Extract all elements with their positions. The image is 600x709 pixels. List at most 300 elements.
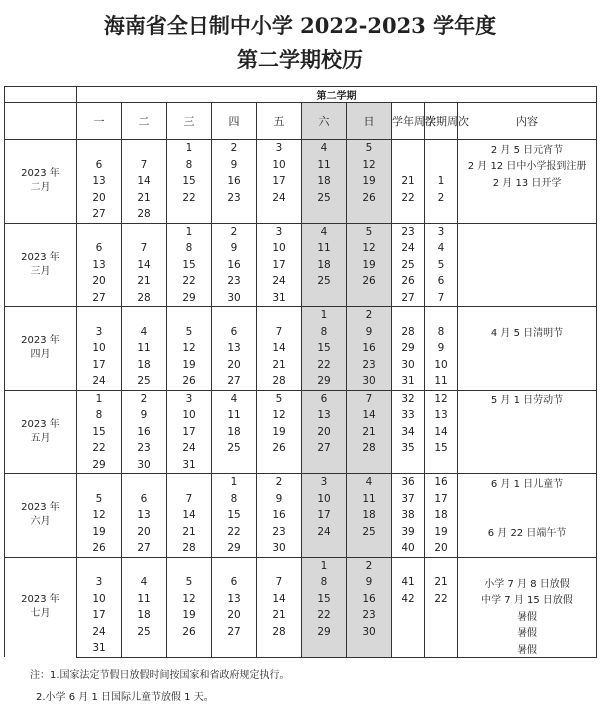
day-cell: 12 [257, 407, 302, 424]
day-cell [122, 474, 167, 491]
day-cell: 2 [212, 223, 257, 240]
day-cell: 9 [212, 157, 257, 174]
day-cell: 8 [302, 324, 347, 341]
content-cell [458, 240, 597, 257]
content-cell [458, 424, 597, 441]
weekday-header: 三 [167, 103, 212, 140]
day-cell: 24 [302, 524, 347, 541]
day-cell: 22 [167, 190, 212, 207]
content-cell: 暑假 [458, 624, 597, 641]
month-label [5, 307, 77, 391]
day-cell: 14 [122, 173, 167, 190]
day-cell: 10 [167, 407, 212, 424]
week-row [5, 140, 597, 157]
term-week-cell [425, 457, 458, 474]
day-cell: 4 [122, 324, 167, 341]
school-week-cell: 29 [392, 340, 425, 357]
term-week-cell: 10 [425, 357, 458, 374]
notes [30, 665, 290, 709]
day-cell: 5 [167, 324, 212, 341]
term-week-cell: 11 [425, 373, 458, 390]
week-row [5, 457, 597, 474]
day-cell [212, 307, 257, 324]
month-name: 五月 [30, 432, 51, 444]
day-cell: 23 [347, 607, 392, 624]
page-subtitle: 第二学期校历 [237, 47, 363, 72]
content-cell [458, 257, 597, 274]
day-cell: 21 [122, 190, 167, 207]
day-cell: 17 [167, 424, 212, 441]
week-row [5, 173, 597, 190]
term-week-header: 学期周次 [425, 103, 458, 140]
day-cell: 3 [77, 324, 122, 341]
day-cell: 26 [77, 540, 122, 557]
day-cell [302, 457, 347, 474]
day-cell: 26 [257, 440, 302, 457]
day-cell: 4 [212, 390, 257, 407]
day-cell: 1 [302, 307, 347, 324]
day-cell: 22 [302, 357, 347, 374]
day-cell: 21 [167, 524, 212, 541]
day-cell: 7 [257, 324, 302, 341]
week-row [5, 157, 597, 174]
weekday-header: 六 [302, 103, 347, 140]
term-week-cell: 8 [425, 324, 458, 341]
day-cell: 29 [302, 624, 347, 641]
school-week-cell: 36 [392, 474, 425, 491]
day-cell: 4 [347, 474, 392, 491]
day-cell: 2 [212, 140, 257, 157]
day-cell: 15 [167, 173, 212, 190]
day-cell: 24 [257, 190, 302, 207]
week-row [5, 257, 597, 274]
day-cell: 10 [257, 157, 302, 174]
day-cell: 31 [257, 290, 302, 307]
month-year: 2023 年 [21, 251, 60, 263]
day-cell: 7 [122, 157, 167, 174]
day-cell: 29 [302, 373, 347, 390]
day-cell: 5 [347, 223, 392, 240]
day-cell: 27 [122, 540, 167, 557]
school-week-cell: 31 [392, 373, 425, 390]
day-cell: 27 [212, 373, 257, 390]
day-cell: 1 [167, 140, 212, 157]
content-cell: 暑假 [458, 640, 597, 657]
day-cell [347, 640, 392, 657]
day-cell: 30 [257, 540, 302, 557]
day-cell: 5 [257, 390, 302, 407]
content-cell [458, 290, 597, 307]
week-row [5, 324, 597, 341]
month-label [5, 223, 77, 307]
day-cell: 4 [122, 574, 167, 591]
day-cell: 20 [77, 190, 122, 207]
day-cell: 16 [212, 173, 257, 190]
week-row [5, 206, 597, 223]
school-week-cell [392, 624, 425, 641]
week-row [5, 390, 597, 407]
term-week-cell: 7 [425, 290, 458, 307]
school-week-cell: 30 [392, 357, 425, 374]
day-cell: 11 [302, 157, 347, 174]
day-cell [302, 640, 347, 657]
term-week-cell: 2 [425, 190, 458, 207]
day-cell: 25 [122, 373, 167, 390]
day-cell: 26 [347, 190, 392, 207]
weekday-header: 五 [257, 103, 302, 140]
day-cell [347, 290, 392, 307]
day-cell: 28 [167, 540, 212, 557]
term-week-cell [425, 640, 458, 657]
school-week-cell [392, 607, 425, 624]
week-row [5, 574, 597, 591]
day-cell: 23 [212, 190, 257, 207]
school-week-cell: 41 [392, 574, 425, 591]
day-cell: 24 [167, 440, 212, 457]
week-row [5, 591, 597, 608]
week-row [5, 507, 597, 524]
day-cell: 9 [212, 240, 257, 257]
day-cell: 6 [302, 390, 347, 407]
day-cell: 31 [77, 640, 122, 657]
day-cell: 14 [347, 407, 392, 424]
day-cell: 11 [302, 240, 347, 257]
day-cell: 15 [77, 424, 122, 441]
content-cell: 2 月 12 日中小学报到注册 [458, 157, 597, 174]
day-cell: 12 [167, 591, 212, 608]
day-cell [77, 474, 122, 491]
day-cell: 13 [302, 407, 347, 424]
month-year: 2023 年 [21, 335, 60, 347]
page-title: 海南省全日制中小学 2022-2023 学年度 [103, 13, 497, 38]
day-cell [122, 640, 167, 657]
day-cell: 15 [302, 340, 347, 357]
day-cell: 1 [302, 557, 347, 574]
day-cell: 8 [167, 240, 212, 257]
day-cell: 10 [257, 240, 302, 257]
week-row [5, 640, 597, 657]
day-cell: 13 [212, 591, 257, 608]
day-cell: 18 [347, 507, 392, 524]
term-week-cell: 22 [425, 591, 458, 608]
day-cell [77, 557, 122, 574]
day-cell: 28 [122, 206, 167, 223]
month-label [5, 390, 77, 474]
day-cell: 5 [167, 574, 212, 591]
school-week-cell: 26 [392, 273, 425, 290]
day-cell [167, 557, 212, 574]
day-cell: 3 [167, 390, 212, 407]
day-cell [347, 540, 392, 557]
day-cell: 2 [257, 474, 302, 491]
day-cell: 12 [77, 507, 122, 524]
week-row [5, 440, 597, 457]
corner-cell [5, 103, 77, 140]
school-week-cell: 37 [392, 491, 425, 508]
day-cell: 12 [347, 157, 392, 174]
term-week-cell: 16 [425, 474, 458, 491]
day-cell: 19 [167, 607, 212, 624]
day-cell: 24 [77, 624, 122, 641]
school-week-header: 学年周次 [392, 103, 425, 140]
school-week-cell [392, 457, 425, 474]
month-label [5, 140, 77, 224]
corner-cell [5, 87, 77, 103]
month-label [5, 557, 77, 657]
day-cell: 22 [77, 440, 122, 457]
day-cell [257, 206, 302, 223]
day-cell: 13 [77, 173, 122, 190]
day-cell: 16 [212, 257, 257, 274]
term-week-cell [425, 206, 458, 223]
weekday-header: 二 [122, 103, 167, 140]
day-cell: 9 [122, 407, 167, 424]
content-cell [458, 491, 597, 508]
week-row [5, 424, 597, 441]
day-cell: 10 [77, 340, 122, 357]
day-cell: 2 [122, 390, 167, 407]
term-week-cell: 6 [425, 273, 458, 290]
week-row [5, 491, 597, 508]
day-cell [167, 640, 212, 657]
day-cell [212, 557, 257, 574]
content-cell [458, 273, 597, 290]
day-cell: 21 [257, 357, 302, 374]
school-week-cell: 42 [392, 591, 425, 608]
week-row [5, 524, 597, 541]
day-cell: 23 [257, 524, 302, 541]
content-cell [458, 357, 597, 374]
day-cell: 16 [122, 424, 167, 441]
semester-header: 第二学期 [77, 87, 597, 103]
week-row [5, 290, 597, 307]
month-name: 三月 [30, 265, 51, 277]
day-cell: 3 [257, 223, 302, 240]
day-cell: 28 [257, 624, 302, 641]
week-row [5, 223, 597, 240]
day-cell: 7 [122, 240, 167, 257]
day-cell: 29 [167, 290, 212, 307]
day-cell: 18 [122, 607, 167, 624]
content-cell [458, 507, 597, 524]
day-cell: 30 [347, 373, 392, 390]
content-cell [458, 307, 597, 324]
day-cell: 6 [212, 324, 257, 341]
day-cell: 7 [347, 390, 392, 407]
weekday-header: 四 [212, 103, 257, 140]
day-cell [302, 290, 347, 307]
day-cell: 25 [122, 624, 167, 641]
week-row [5, 607, 597, 624]
day-cell: 5 [77, 491, 122, 508]
day-cell: 28 [257, 373, 302, 390]
day-cell: 17 [302, 507, 347, 524]
day-cell: 14 [257, 591, 302, 608]
school-week-cell [392, 640, 425, 657]
day-cell [347, 206, 392, 223]
content-cell [458, 206, 597, 223]
term-week-cell [425, 140, 458, 157]
term-week-cell: 18 [425, 507, 458, 524]
day-cell: 16 [257, 507, 302, 524]
school-week-cell: 40 [392, 540, 425, 557]
week-row [5, 624, 597, 641]
day-cell: 23 [347, 357, 392, 374]
school-week-cell: 39 [392, 524, 425, 541]
day-cell: 24 [77, 373, 122, 390]
school-week-cell: 38 [392, 507, 425, 524]
weekday-header: 一 [77, 103, 122, 140]
day-cell: 22 [302, 607, 347, 624]
day-cell: 21 [257, 607, 302, 624]
day-cell: 3 [257, 140, 302, 157]
day-cell [302, 540, 347, 557]
day-cell: 7 [257, 574, 302, 591]
day-cell: 9 [347, 574, 392, 591]
day-cell: 17 [77, 357, 122, 374]
school-week-cell [392, 307, 425, 324]
school-week-cell: 33 [392, 407, 425, 424]
day-cell: 20 [122, 524, 167, 541]
school-week-cell: 34 [392, 424, 425, 441]
day-cell: 20 [77, 273, 122, 290]
day-cell [167, 474, 212, 491]
day-cell: 14 [122, 257, 167, 274]
day-cell: 17 [257, 173, 302, 190]
day-cell: 29 [212, 540, 257, 557]
term-week-cell: 13 [425, 407, 458, 424]
month-name: 六月 [30, 516, 51, 528]
week-row [5, 273, 597, 290]
term-week-cell: 3 [425, 223, 458, 240]
day-cell: 27 [302, 440, 347, 457]
content-cell: 6 月 1 日儿童节 [458, 474, 597, 491]
content-cell: 小学 7 月 8 日放假 [458, 574, 597, 591]
day-cell: 1 [212, 474, 257, 491]
day-cell: 5 [347, 140, 392, 157]
school-week-cell: 32 [392, 390, 425, 407]
day-cell: 25 [302, 273, 347, 290]
day-cell: 20 [302, 424, 347, 441]
day-cell: 1 [167, 223, 212, 240]
day-cell: 31 [167, 457, 212, 474]
content-cell [458, 407, 597, 424]
day-cell [212, 206, 257, 223]
day-cell: 14 [167, 507, 212, 524]
day-cell [77, 223, 122, 240]
note-line: 注：1.国家法定节假日放假时间按国家和省政府规定执行。 [30, 670, 290, 681]
day-cell: 7 [167, 491, 212, 508]
day-cell: 28 [122, 290, 167, 307]
day-cell: 26 [167, 624, 212, 641]
day-cell [167, 206, 212, 223]
day-cell: 6 [212, 574, 257, 591]
day-cell: 12 [347, 240, 392, 257]
day-cell: 6 [77, 240, 122, 257]
day-cell: 24 [257, 273, 302, 290]
school-week-cell: 28 [392, 324, 425, 341]
day-cell: 27 [212, 624, 257, 641]
day-cell: 16 [347, 591, 392, 608]
day-cell: 11 [122, 591, 167, 608]
content-cell: 5 月 1 日劳动节 [458, 390, 597, 407]
day-cell: 8 [302, 574, 347, 591]
term-week-cell: 4 [425, 240, 458, 257]
day-cell: 9 [347, 324, 392, 341]
day-cell: 18 [212, 424, 257, 441]
day-cell: 20 [212, 607, 257, 624]
school-week-cell: 35 [392, 440, 425, 457]
month-year: 2023 年 [21, 502, 60, 514]
day-cell: 21 [122, 273, 167, 290]
term-week-cell: 1 [425, 173, 458, 190]
day-cell: 18 [122, 357, 167, 374]
day-cell: 12 [167, 340, 212, 357]
day-cell: 21 [347, 424, 392, 441]
day-cell: 3 [77, 574, 122, 591]
content-cell: 暑假 [458, 607, 597, 624]
day-cell: 18 [302, 173, 347, 190]
day-cell: 2 [347, 557, 392, 574]
month-name: 二月 [30, 182, 51, 194]
day-cell [212, 640, 257, 657]
day-cell: 20 [212, 357, 257, 374]
day-cell: 1 [77, 390, 122, 407]
day-cell: 8 [77, 407, 122, 424]
week-row [5, 373, 597, 390]
week-row [5, 557, 597, 574]
school-week-cell [392, 557, 425, 574]
day-cell [302, 206, 347, 223]
day-cell [167, 307, 212, 324]
day-cell: 10 [77, 591, 122, 608]
day-cell: 27 [77, 290, 122, 307]
day-cell [122, 140, 167, 157]
month-year: 2023 年 [21, 418, 60, 430]
school-week-cell: 21 [392, 173, 425, 190]
day-cell: 4 [302, 223, 347, 240]
day-cell: 29 [77, 457, 122, 474]
month-name: 七月 [30, 608, 51, 620]
day-cell: 2 [347, 307, 392, 324]
day-cell: 3 [302, 474, 347, 491]
day-cell: 19 [167, 357, 212, 374]
day-cell: 19 [347, 257, 392, 274]
weekday-header: 日 [347, 103, 392, 140]
day-cell: 23 [122, 440, 167, 457]
content-cell [458, 223, 597, 240]
day-cell: 25 [302, 190, 347, 207]
content-cell [458, 440, 597, 457]
month-year: 2023 年 [21, 168, 60, 180]
day-cell: 30 [212, 290, 257, 307]
month-label [5, 474, 77, 558]
day-cell: 22 [167, 273, 212, 290]
day-cell: 4 [302, 140, 347, 157]
day-cell [77, 140, 122, 157]
day-cell: 15 [167, 257, 212, 274]
day-cell [257, 307, 302, 324]
week-row [5, 357, 597, 374]
content-cell [458, 340, 597, 357]
content-cell [458, 540, 597, 557]
day-cell: 10 [302, 491, 347, 508]
term-week-cell: 9 [425, 340, 458, 357]
day-cell: 25 [212, 440, 257, 457]
content-cell: 2 月 13 日开学 [458, 173, 597, 190]
day-cell: 30 [122, 457, 167, 474]
day-cell: 17 [77, 607, 122, 624]
